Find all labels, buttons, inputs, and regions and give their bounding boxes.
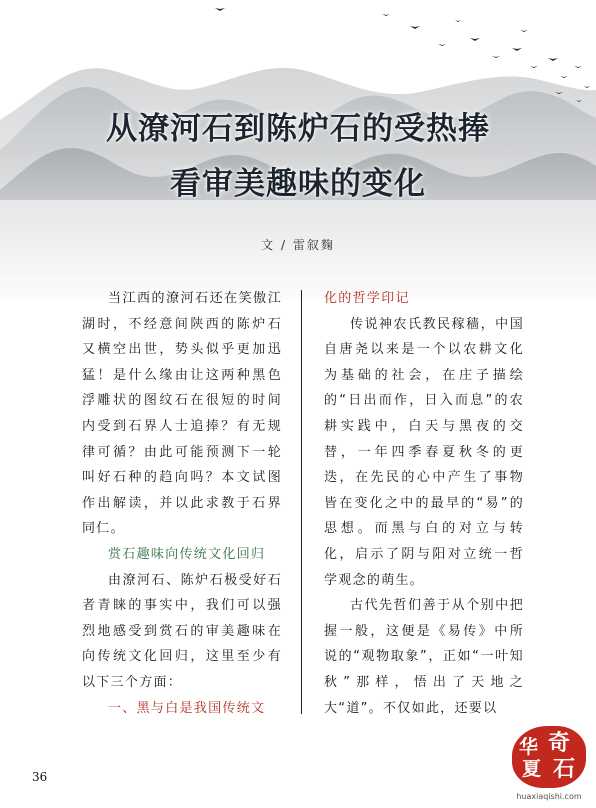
logo-url: huaxiaqishi.com	[516, 792, 582, 801]
logo-char: 石	[553, 756, 576, 782]
intro-paragraph: 当江西的潦河石还在笑傲江湖时，不经意间陕西的陈炉石又横空出世，势头似乎更加迅猛！是什么缘由让这两种黑色浮雕状的图纹石在很短的时间内受到石界人士追捧？有无规律可循？由此可能预测下一轮叫好石种的趋向吗？本文试图作出解读，并以此求教于石界同仁。	[82, 291, 282, 537]
section-heading-green: 赏石趣味向传统文化回归	[108, 546, 266, 562]
subheading-red: 一、黑与白是我国传统文	[108, 700, 266, 716]
column-divider	[301, 290, 302, 714]
page-number: 36	[32, 770, 48, 784]
right-text-column	[324, 286, 524, 721]
ink-landscape-banner	[0, 0, 596, 300]
logo-char: 华	[519, 736, 539, 758]
logo-char: 奇	[548, 730, 571, 756]
body-paragraph-2: 古代先哲们善于从个别中把握一般，这便是《易传》中所说的“观物取象”，正如“一叶知秋”那样，悟出了天地之大“道”。不仅如此，还要以	[324, 598, 524, 716]
left-text-column	[82, 286, 282, 721]
huaxia-qishi-logo	[506, 722, 592, 808]
section-paragraph: 由潦河石、陈炉石极受好石者青睐的事实中，我们可以强烈地感受到赏石的审美趣味在向传统文化回归，这里至少有以下三个方面：	[82, 572, 282, 690]
subheading-red-continued: 化的哲学印记	[324, 291, 410, 306]
article-title-line-1: 从潦河石到陈炉石的受热捧	[106, 111, 490, 147]
author-byline: 文 / 雷叙麴	[261, 238, 335, 252]
logo-char: 夏	[522, 758, 542, 780]
body-paragraph-1: 传说神农氏教民稼穑，中国自唐尧以来是一个以农耕文化为基础的社会，在庄子描绘的“日出而作，日入而息”的农耕实践中，白天与黑夜的交替，一年四季春夏秋冬的更迭，在先民的心中产生了事物皆在变化之中的最早的“易”的思想。而黑与白的对立与转化，启示了阴与阳对立统一哲学观念的萌生。	[324, 316, 524, 588]
article-title-line-2: 看审美趣味的变化	[170, 166, 426, 202]
